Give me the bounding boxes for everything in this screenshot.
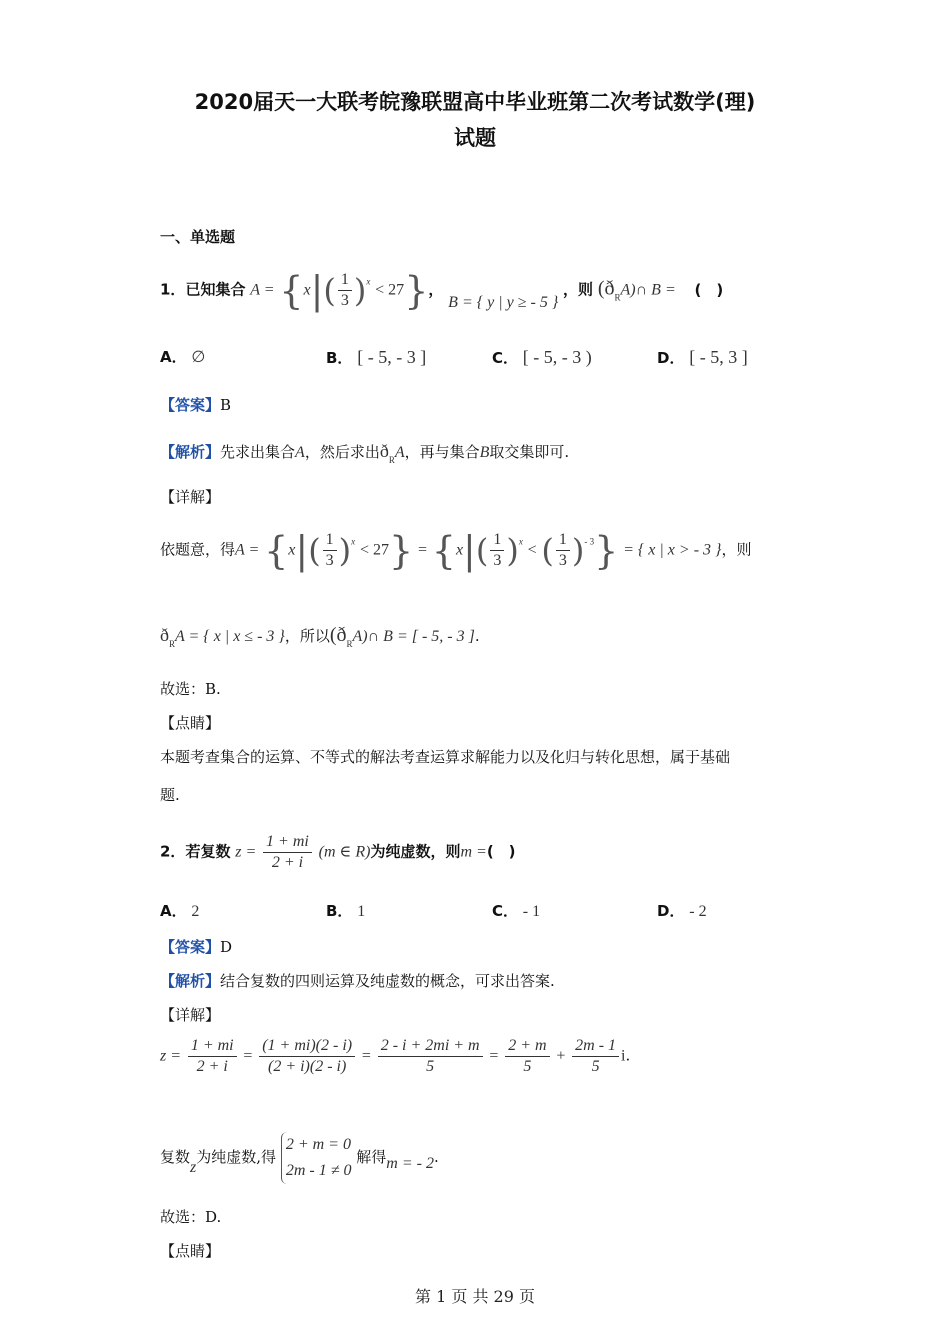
detail-text: 依题意，得 <box>160 540 236 559</box>
left-paren: ( <box>308 531 321 570</box>
fraction-one-third <box>490 530 504 571</box>
answer-blank: ( ) <box>486 842 516 861</box>
page-footer: 第 1 页 共 29 页 <box>415 1287 535 1306</box>
left-paren: ( <box>475 531 489 570</box>
q2-option-c <box>492 900 540 923</box>
then-text: ，则 <box>563 280 594 299</box>
complement-expr: (ð <box>597 277 615 300</box>
analysis-tag: 【解析】 <box>160 443 221 461</box>
var-x: x <box>288 541 296 559</box>
option-value: 2 <box>191 903 200 920</box>
q1-option-b <box>326 346 426 369</box>
analysis-tag: 【解析】 <box>160 972 221 990</box>
option-label: C． <box>492 902 519 920</box>
question-1-stem <box>160 270 723 311</box>
m-eq: m = <box>460 843 487 861</box>
fraction-4 <box>505 1036 549 1077</box>
var-x: x <box>303 281 311 299</box>
fraction-1 <box>188 1036 237 1077</box>
option-value: 1 <box>357 903 366 920</box>
right-paren: ) <box>506 531 519 570</box>
q2-option-b <box>326 900 365 923</box>
option-value: [ - 5, - 3 ] <box>357 347 427 367</box>
question-2-number: 2． <box>160 842 186 861</box>
denominator: 3 <box>325 552 334 569</box>
denominator: 2 + i <box>196 1058 228 1075</box>
numerator: 1 <box>490 530 504 551</box>
numerator: 1 <box>338 270 352 291</box>
period: . <box>625 1046 631 1065</box>
fraction-z <box>263 832 312 873</box>
answer-blank: ( ) <box>694 280 724 299</box>
option-label: A． <box>160 902 187 920</box>
option-value: - 2 <box>689 903 707 920</box>
left-paren: ( <box>323 271 336 310</box>
question-2-stem <box>160 832 516 873</box>
plus: + <box>556 1047 566 1065</box>
bar: | <box>295 528 309 573</box>
denominator: 2 + i <box>271 854 304 871</box>
complement-symbol: ð <box>160 625 169 645</box>
denominator: 3 <box>340 292 349 309</box>
q1-choose: 故选：B. <box>160 680 221 698</box>
period: . <box>474 627 480 645</box>
left-paren: ( <box>541 531 554 570</box>
period: . <box>433 1148 439 1166</box>
q2-comment-tag: 【点睛】 <box>160 1242 221 1260</box>
analysis-b: B <box>479 444 490 461</box>
detail-text: 解得 <box>356 1148 387 1166</box>
left-brace: { <box>264 528 289 573</box>
q1-option-a <box>160 346 205 369</box>
numerator: 2m - 1 <box>572 1036 619 1057</box>
q1-detail-eq2 <box>160 624 480 655</box>
q2-detail-eq <box>160 1036 630 1077</box>
sub-r: R <box>169 639 176 649</box>
q2-detail-tag: 【详解】 <box>160 1006 221 1024</box>
q1-option-c <box>492 346 592 369</box>
numerator: 2 - i + 2mi + m <box>378 1036 483 1057</box>
math-a-eq: A = <box>235 541 260 559</box>
fraction-one-third <box>323 530 337 571</box>
option-label: D． <box>657 349 685 367</box>
var-z-eq: z = <box>235 843 257 861</box>
option-label: C． <box>492 349 519 367</box>
section-heading: 一、单选题 <box>160 228 236 246</box>
right-paren: ) <box>353 271 367 310</box>
option-value: [ - 5, - 3 ) <box>522 347 592 367</box>
q1-option-d <box>657 346 748 369</box>
equals: = <box>417 541 427 559</box>
denominator: 3 <box>558 552 567 569</box>
right-paren: ) <box>571 531 585 570</box>
question-1-number: 1． <box>160 280 186 299</box>
answer-tag: 【答案】 <box>160 396 221 414</box>
bar: | <box>310 268 324 313</box>
document-title-line1: 2020届天一大联考皖豫联盟高中毕业班第二次考试数学(理) <box>194 90 756 114</box>
analysis-a: A <box>295 444 305 461</box>
analysis-text: ，然后求出 <box>304 443 380 461</box>
q2-pure-imaginary <box>160 1132 439 1184</box>
fraction-5 <box>572 1036 619 1077</box>
var-z: z <box>190 1159 197 1176</box>
equation-system <box>281 1132 352 1184</box>
analysis-text: 结合复数的四则运算及纯虚数的概念，可求出答案. <box>220 972 555 990</box>
q2-option-d <box>657 900 707 923</box>
document-title-line2: 试题 <box>454 126 496 150</box>
right-brace: } <box>594 528 619 573</box>
q1-analysis <box>160 440 569 471</box>
var-x: x <box>455 541 464 559</box>
denominator: 3 <box>493 552 502 569</box>
q1-comment-line2: 题. <box>160 786 180 804</box>
fraction-one-third <box>556 530 570 571</box>
option-value: - 1 <box>522 903 541 920</box>
q1-answer <box>160 394 231 416</box>
right-paren: ) <box>338 531 352 570</box>
right-brace: } <box>388 528 414 573</box>
set-b: B = { y | y ≥ - 5 } <box>448 293 559 311</box>
option-label: B． <box>326 902 353 920</box>
numerator: 2 + m <box>505 1036 549 1057</box>
equals: = <box>489 1047 499 1065</box>
analysis-text: 取交集即可. <box>489 443 570 461</box>
right-brace: } <box>404 268 429 313</box>
numerator: (1 + mi)(2 - i) <box>259 1036 355 1057</box>
sub-r: R <box>346 639 353 649</box>
denominator: 5 <box>591 1058 600 1075</box>
question-2-text: 若复数 <box>185 842 231 861</box>
analysis-text: ，再与集合 <box>404 443 480 461</box>
detail-text: 为纯虚数,得 <box>196 1148 277 1166</box>
answer-tag: 【答案】 <box>160 938 221 956</box>
complement-expr-end: A)∩ B = <box>620 281 676 299</box>
q2-analysis <box>160 970 555 992</box>
set-result: = { x | x > - 3 } <box>623 541 722 559</box>
answer-value: B <box>220 396 232 414</box>
numerator: 1 <box>323 530 337 551</box>
comma: ， <box>428 280 444 299</box>
numerator: 1 + mi <box>188 1036 237 1057</box>
q2-choose: 故选：D. <box>160 1208 222 1226</box>
complement-symbol: ð <box>379 441 389 461</box>
exponent-x: x <box>351 536 356 547</box>
left-brace: { <box>279 268 304 313</box>
analysis-text: 先求出集合 <box>220 443 296 461</box>
lt-27: < 27 <box>375 281 405 299</box>
q1-detail-eq1 <box>160 530 751 571</box>
intersection-result: A)∩ B = [ - 5, - 3 ] <box>352 628 475 645</box>
system-eq-2: 2m - 1 ≠ 0 <box>285 1162 352 1179</box>
exponent-neg3: - 3 <box>584 536 595 547</box>
q1-detail-tag: 【详解】 <box>160 488 221 506</box>
condition: (m ∈ R) <box>318 843 371 861</box>
system-eq-1: 2 + m = 0 <box>285 1136 351 1153</box>
option-label: A． <box>160 348 187 366</box>
option-label: D． <box>657 902 685 920</box>
option-label: B． <box>326 349 353 367</box>
fraction-one-third <box>338 270 352 311</box>
left-brace: { <box>431 528 456 573</box>
analysis-a: A <box>394 444 405 461</box>
equals: = <box>243 1047 253 1065</box>
set-a-lhs: A = <box>250 281 275 299</box>
sub-r: R <box>614 292 621 303</box>
question-2-text: 为纯虚数，则 <box>370 842 461 861</box>
sub-r: R <box>388 455 395 465</box>
var-z-eq: z = <box>160 1047 182 1065</box>
complement-set: A = { x | x ≤ - 3 } <box>175 628 285 645</box>
imaginary-unit: i <box>621 1047 626 1065</box>
exponent-x: x <box>518 536 523 547</box>
lt-27: < 27 <box>359 541 389 559</box>
equals: = <box>361 1047 371 1065</box>
numerator: 1 + mi <box>263 832 312 853</box>
option-value: [ - 5, 3 ] <box>689 347 748 367</box>
answer-value: D <box>220 938 233 956</box>
detail-text: ，则 <box>721 540 752 559</box>
option-value: ∅ <box>191 349 206 366</box>
exponent-x: x <box>366 276 371 287</box>
denominator: 5 <box>523 1058 532 1075</box>
denominator: 5 <box>426 1058 435 1075</box>
detail-text: ，所以 <box>284 627 330 645</box>
fraction-2 <box>259 1036 355 1077</box>
numerator: 1 <box>556 530 570 551</box>
q2-answer <box>160 936 232 958</box>
result: m = - 2 <box>386 1155 434 1172</box>
fraction-3 <box>378 1036 483 1077</box>
denominator: (2 + i)(2 - i) <box>267 1058 347 1075</box>
q1-comment-tag: 【点睛】 <box>160 714 221 732</box>
q2-option-a <box>160 900 199 923</box>
q1-comment-line1: 本题考查集合的运算、不等式的解法考查运算求解能力以及化归与转化思想，属于基础 <box>160 748 731 766</box>
question-1-text: 已知集合 <box>185 280 246 299</box>
lt-sign: < <box>527 541 537 559</box>
bar: | <box>463 528 476 573</box>
complement-expr: (ð <box>329 624 347 646</box>
detail-text: 复数 <box>160 1148 191 1166</box>
